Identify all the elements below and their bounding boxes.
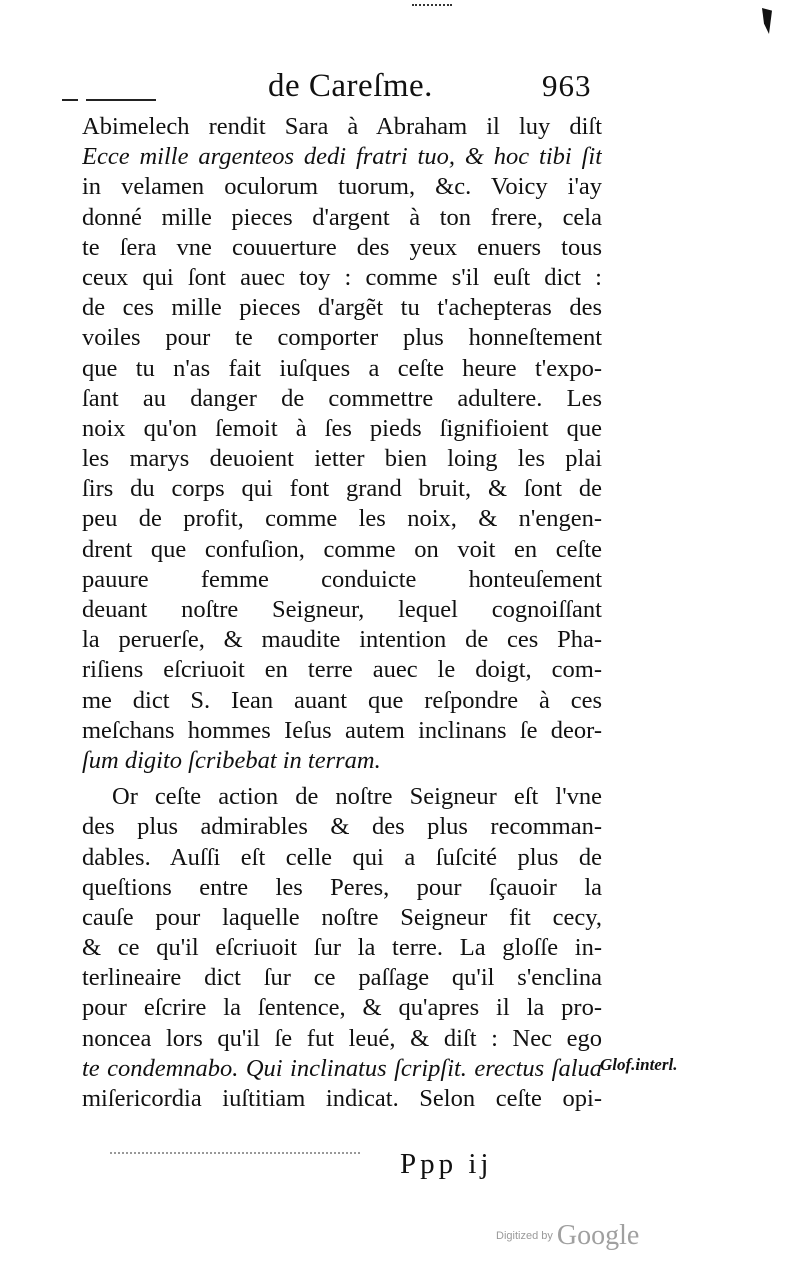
text-line: Abimelech rendit Sara à Abraham il luy diſt xyxy=(82,113,602,140)
text-line: riſiens eſcriuoit en terre auec le doigt, com- xyxy=(82,656,602,684)
marginal-note: Glof.interl. xyxy=(600,1055,678,1074)
body-text xyxy=(82,112,602,1114)
text-line: de ces mille pieces d'argẽt tu t'achepteras des xyxy=(82,294,602,322)
bottom-dots xyxy=(110,1152,360,1154)
corner-ink-mark xyxy=(762,8,772,34)
text-line: des plus admirables & des plus recomman- xyxy=(82,813,602,841)
text-line: les marys deuoient ietter bien loing les plai xyxy=(82,445,602,473)
text-line: pour eſcrire la ſentence, & qu'apres il la pro- xyxy=(82,994,602,1022)
text-line: te ſera vne couuerture des yeux enuers tous xyxy=(82,233,602,261)
text-line: noncea lors qu'il ſe fut leué, & diſt : Nec ego xyxy=(82,1024,602,1052)
watermark-prefix: Digitized by xyxy=(496,1230,553,1242)
text-line: pauure femme conduicte honteuſement xyxy=(82,565,602,593)
text-line: meſchans hommes Ieſus autem inclinans ſe deor- xyxy=(82,716,602,744)
text-line: ceux qui ſont auec toy : comme s'il euſt dict : xyxy=(82,263,602,291)
text-line: ſirs du corps qui font grand bruit, & ſont de xyxy=(82,475,602,503)
text-line: peu de profit, comme les noix, & n'engen- xyxy=(82,505,602,533)
text-line: drent que confuſion, comme on voit en ceſte xyxy=(82,535,602,563)
text-line: miſericordia iuſtitiam indicat. Selon ceſte opi- xyxy=(82,1085,602,1112)
running-head: de Careſme. xyxy=(268,68,433,104)
text-line: in velamen oculorum tuorum, &c. Voicy i'ay xyxy=(82,173,602,201)
text-line: deuant noſtre Seigneur, lequel cognoiſſant xyxy=(82,596,602,623)
text-line: queſtions entre les Peres, pour ſçauoir la xyxy=(82,873,602,901)
text-line: la peruerſe, & maudite intention de ces Pha- xyxy=(82,626,602,654)
header-rule xyxy=(86,99,156,101)
watermark-logo: Google xyxy=(556,1220,640,1251)
signature-mark: Ppp ij xyxy=(400,1148,493,1180)
text-line: te condemnabo. Qui inclinatus ſcripſit. erectus ſalua xyxy=(82,1054,602,1082)
text-line: me dict S. Iean auant que reſpondre à ces xyxy=(82,686,602,714)
top-dash-mark xyxy=(412,4,452,9)
digitized-watermark xyxy=(496,1220,639,1252)
text-line: & ce qu'il eſcriuoit ſur la terre. La gloſſe in- xyxy=(82,934,602,962)
text-line: voiles pour te comporter plus honneſtement xyxy=(82,324,602,352)
text-line: que tu n'as fait iuſques a ceſte heure t'expo- xyxy=(82,354,602,382)
header-rule-left xyxy=(62,99,78,101)
text-line: cauſe pour laquelle noſtre Seigneur fit cecy, xyxy=(82,903,602,931)
text-line: donné mille pieces d'argent à ton frere, cela xyxy=(82,203,602,231)
text-line: ſum digito ſcribebat in terram. xyxy=(82,746,381,774)
text-line: ſant au danger de commettre adultere. Les xyxy=(82,384,602,412)
text-line: terlineaire dict ſur ce paſſage qu'il s'enclina xyxy=(82,964,602,992)
page-number: 963 xyxy=(542,68,592,103)
text-line: noix qu'on ſemoit à ſes pieds ſignifioient que xyxy=(82,414,602,442)
text-line: Ecce mille argenteos dedi fratri tuo, & hoc tibi ſit xyxy=(82,143,602,171)
text-line: Or ceſte action de noſtre Seigneur eſt l'vne xyxy=(112,783,602,811)
text-line: dables. Auſſi eſt celle qui a ſuſcité plus de xyxy=(82,843,602,871)
